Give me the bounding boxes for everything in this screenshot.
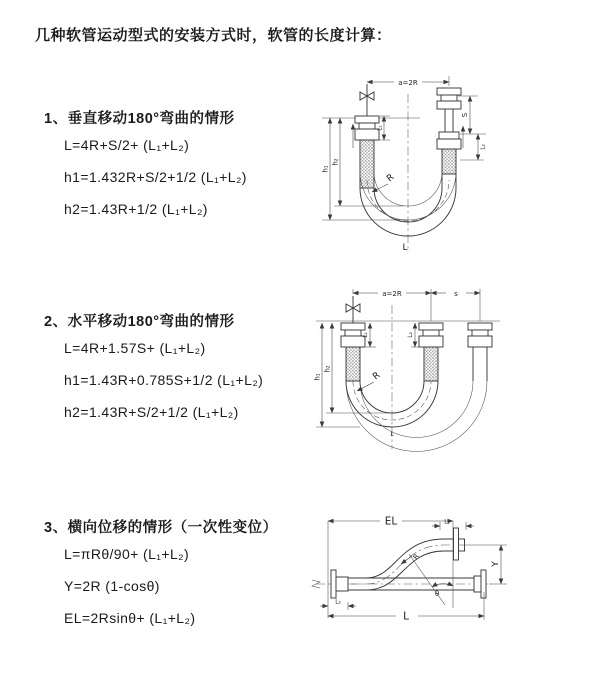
dim-label-a2r: a=2R [398,78,418,87]
diagram-vertical-180-bend [308,68,588,264]
left-end-fitting [341,323,365,347]
moved-hose-wall [473,347,487,381]
radius-construction-line [409,554,445,605]
dim-label-y: Y [491,561,501,567]
braided-hose-right [442,149,456,174]
middle-end-fitting [419,323,443,347]
dim-label-theta: θ [434,590,440,598]
section-3-heading: 3、横向位移的情形（一次性变位） [44,520,278,536]
dim-label-h2: h₂ [323,365,332,373]
valve-icon [346,296,360,323]
dim-label-l2: L₂ [480,144,487,150]
diagram-1-dimensions [322,76,487,253]
braided-hose-left [346,347,360,381]
dim-label-l1: L₁ [444,519,450,526]
dim-label-a2r: a=2R [382,289,402,298]
section-2-formula-L: L=4R+1.57S+ (L₁+L₂) [64,340,206,356]
u-bend-outer-arc-moved [346,381,487,451]
dim-label-r: R [411,552,422,562]
dim-label-l: L [403,610,409,623]
section-3-formula-EL: EL=2Rsinθ+ (L₁+L₂) [64,610,196,626]
dim-label-l1: L₁ [363,332,369,338]
section-2-heading: 2、水平移动180°弯曲的情形 [44,314,235,330]
dim-label-l: L [402,243,408,253]
theta-angle-arc [432,584,453,587]
dim-top-extensions [353,289,480,321]
dim-label-l2: L₂ [335,599,341,606]
left-end-fitting [355,116,379,140]
section-1-formula-h2: h2=1.43R+1/2 (L₁+L₂) [64,201,208,217]
moved-end-fitting [468,323,492,347]
section-2-formula-h2: h2=1.43R+S/2+1/2 (L₁+L₂) [64,404,239,420]
dim-label-r: R [385,172,397,185]
diagram-3-drawing [312,528,492,605]
left-flange [331,570,348,598]
dim-label-el: EL [384,515,398,528]
section-1-formula-h1: h1=1.432R+S/2+1/2 (L₁+L₂) [64,169,247,185]
dim-label-s: s [454,289,458,298]
dim-label-h1: h₁ [313,373,322,381]
braided-hose-middle [424,347,438,381]
diagram-1-drawing [322,84,463,252]
dim-label-h1: h₁ [321,165,330,173]
dim-label-h2: h₂ [331,158,340,166]
section-2-formula-h1: h1=1.43R+0.785S+1/2 (L₁+L₂) [64,372,264,388]
valve-icon [360,84,374,116]
dim-el-extensions [328,521,453,618]
dim-label-l1: L₁ [377,125,384,131]
radius-leader [401,556,412,564]
dim-label-l2: L₂ [408,332,414,338]
diagram-3-dimensions [320,516,507,623]
dim-label-r: R [371,370,383,383]
diagram-2-drawing [313,296,500,451]
right-end-fitting-upper [437,88,461,109]
section-3-formula-Y: Y=2R (1-cosθ) [64,578,160,594]
section-1-formula-L: L=4R+S/2+ (L₁+L₂) [64,137,190,153]
right-pipe [445,109,453,132]
s-hose-top-wall [348,539,454,578]
upper-flange-displaced [454,528,465,560]
right-end-fitting-lower [437,132,461,149]
diagram-horizontal-180-bend [308,281,588,477]
section-1-heading: 1、垂直移动180°弯曲的情形 [44,111,235,127]
radius-leader [357,382,374,391]
section-3-formula-L: L=πRθ/90+ (L₁+L₂) [64,546,190,562]
dim-label-l: L [390,432,394,438]
dim-label-s: S [461,112,469,118]
diagram-2-dimensions [314,289,481,438]
diagram-lateral-displacement [296,496,596,636]
page-title: 几种软管运动型式的安装方式时，软管的长度计算： [35,27,392,44]
